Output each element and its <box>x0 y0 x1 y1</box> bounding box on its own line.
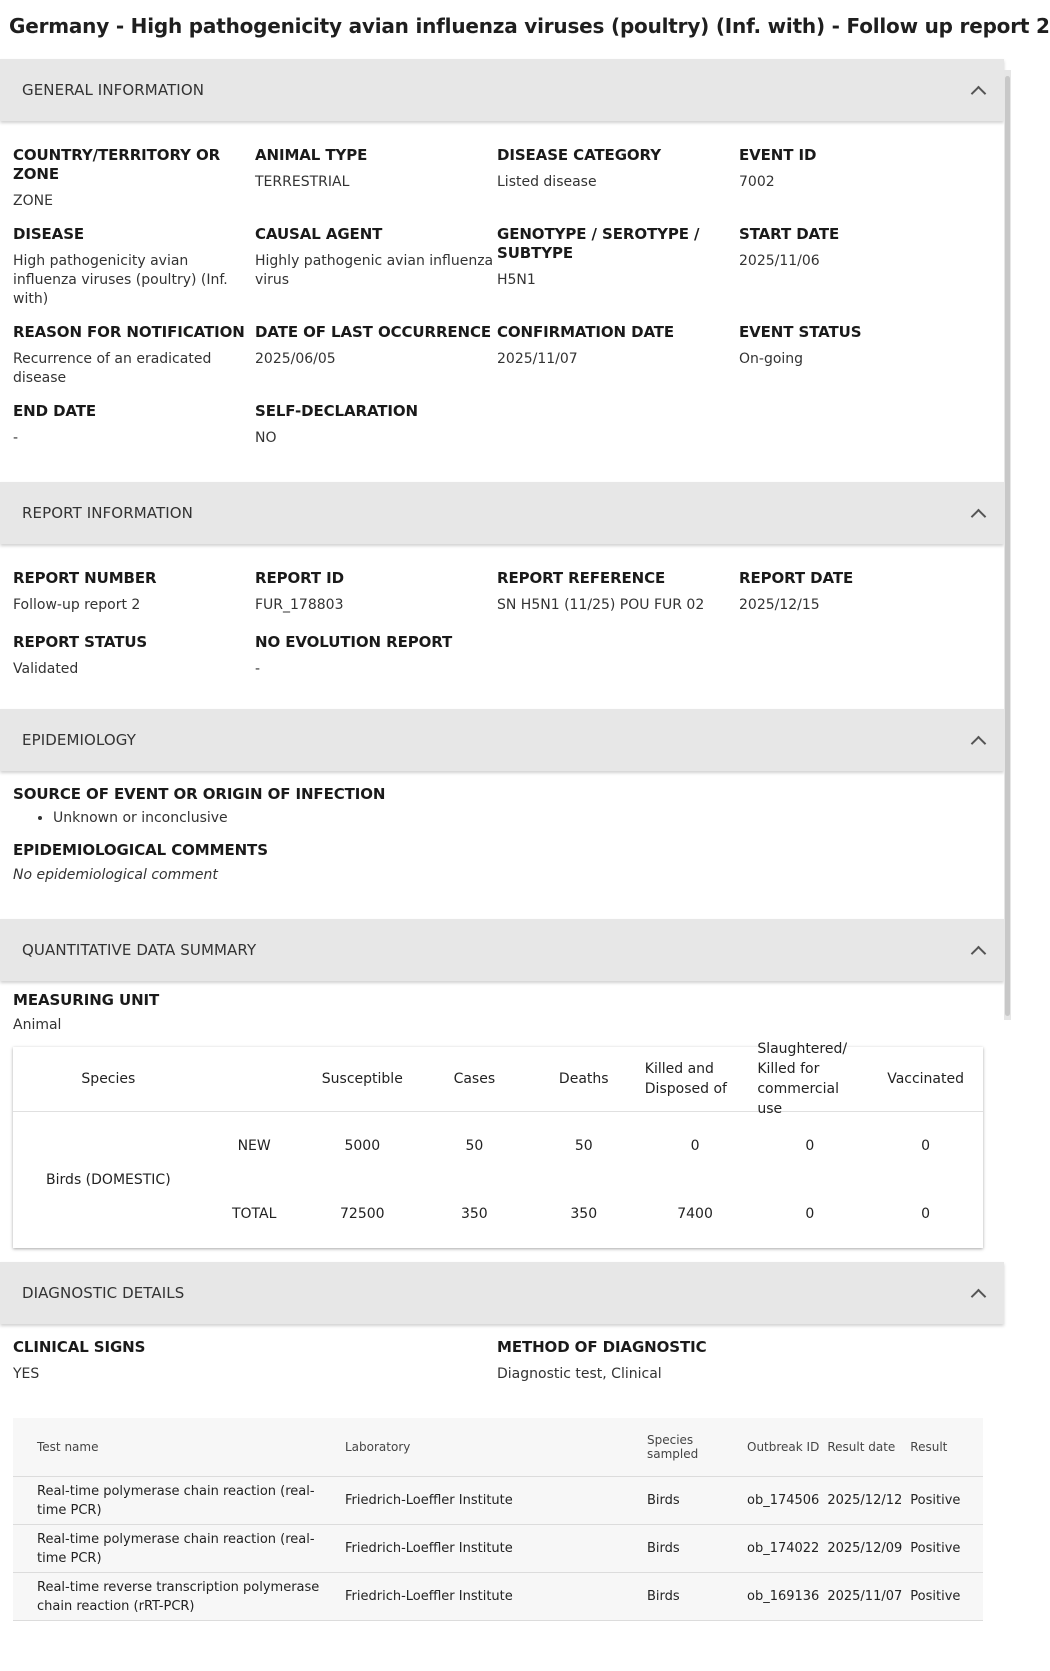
field-reason-for-notification <box>13 323 255 388</box>
section-header-epidemiology[interactable] <box>0 709 1004 771</box>
outbreak-id-cell: ob_174022 <box>743 1525 823 1573</box>
field-value: - <box>255 661 261 677</box>
column-header-text: Killed and Disposed of <box>644 1061 727 1097</box>
field-start-date <box>739 225 979 309</box>
source-list <box>13 810 991 826</box>
field-value: Highly pathogenic avian influenza virus <box>255 253 494 288</box>
deaths-cell: 350 <box>570 1206 598 1222</box>
row-type-cell: TOTAL <box>231 1206 277 1222</box>
field-label: DISEASE <box>13 225 85 243</box>
field-value: Listed disease <box>497 174 597 190</box>
measuring-unit-value: Animal <box>13 1017 62 1033</box>
diagnostic-table <box>13 1418 983 1621</box>
field-report-id <box>255 569 497 619</box>
species-sampled-cell: Birds <box>643 1573 743 1621</box>
comments-value: No epidemiological comment <box>13 867 218 883</box>
field-no-evolution-report <box>255 633 497 683</box>
laboratory-cell: Friedrich-Loeffler Institute <box>341 1525 643 1573</box>
field-clinical-signs <box>13 1338 497 1384</box>
field-value: 2025/11/06 <box>739 253 820 269</box>
column-header-laboratory: Laboratory <box>341 1418 643 1477</box>
test-name-cell: Real-time polymerase chain reaction (real-time PCR) <box>13 1477 341 1525</box>
field-disease-category <box>497 146 739 211</box>
table-row <box>13 1477 983 1525</box>
field-value: FUR_178803 <box>255 597 344 613</box>
field-value: 2025/06/05 <box>255 351 336 367</box>
section-title: REPORT INFORMATION <box>22 504 193 522</box>
section-title: QUANTITATIVE DATA SUMMARY <box>22 941 257 959</box>
field-disease <box>13 225 255 309</box>
section-title: EPIDEMIOLOGY <box>22 731 137 749</box>
field-animal-type <box>255 146 497 211</box>
section-header-report-information[interactable] <box>0 482 1004 544</box>
epidemiology-content <box>0 771 1004 919</box>
field-value: H5N1 <box>497 272 536 288</box>
field-value: Validated <box>13 661 79 677</box>
field-genotype <box>497 225 739 309</box>
diagnostic-table-card <box>13 1418 983 1621</box>
field-label: CAUSAL AGENT <box>255 225 383 243</box>
killed-cell: 0 <box>690 1138 700 1154</box>
killed-cell: 7400 <box>677 1206 713 1222</box>
laboratory-cell: Friedrich-Loeffler Institute <box>341 1477 643 1525</box>
column-header-result: Result <box>906 1418 983 1477</box>
chevron-up-icon[interactable] <box>971 735 987 751</box>
test-name-cell: Real-time reverse transcription polymerase chain reaction (rRT-PCR) <box>13 1573 341 1621</box>
column-header-result-date: Result date <box>823 1418 906 1477</box>
field-label: EVENT ID <box>739 146 817 164</box>
row-type-cell: NEW <box>237 1138 271 1154</box>
result-cell: Positive <box>906 1525 983 1573</box>
table-header-row <box>13 1047 983 1112</box>
field-confirmation-date <box>497 323 739 388</box>
field-causal-agent <box>255 225 497 309</box>
field-method-of-diagnostic <box>497 1338 983 1384</box>
chevron-up-icon[interactable] <box>971 508 987 524</box>
field-label: SELF-DECLARATION <box>255 402 419 420</box>
column-header-test-name: Test name <box>13 1418 341 1477</box>
field-event-id <box>739 146 979 211</box>
table-row <box>13 1112 983 1181</box>
field-self-declaration <box>255 402 497 452</box>
field-value: Recurrence of an eradicated disease <box>13 351 212 386</box>
field-label: NO EVOLUTION REPORT <box>255 633 453 651</box>
field-label: DATE OF LAST OCCURRENCE <box>255 323 492 341</box>
vertical-scrollbar[interactable] <box>1004 70 1011 1020</box>
slaughtered-cell: 0 <box>805 1206 815 1222</box>
quantitative-content <box>0 981 1004 1262</box>
page-title: Germany - High pathogenicity avian influenza viruses (poultry) (Inf. with) - Follow up report 2 <box>9 14 1050 38</box>
field-label: GENOTYPE / SEROTYPE / SUBTYPE <box>497 225 700 262</box>
field-value: On-going <box>739 351 804 367</box>
section-title: DIAGNOSTIC DETAILS <box>22 1284 185 1302</box>
column-header-slaughtered <box>751 1041 868 1117</box>
field-label: REPORT ID <box>255 569 345 587</box>
field-label: ANIMAL TYPE <box>255 146 368 164</box>
susceptible-cell: 72500 <box>340 1206 385 1222</box>
field-label: REPORT STATUS <box>13 633 148 651</box>
field-report-number <box>13 569 255 619</box>
field-date-of-last-occurrence <box>255 323 497 388</box>
species-sampled-cell: Birds <box>643 1477 743 1525</box>
table-header-row <box>13 1418 983 1477</box>
field-value: TERRESTRIAL <box>255 174 350 190</box>
field-label: CONFIRMATION DATE <box>497 323 675 341</box>
field-label: METHOD OF DIAGNOSTIC <box>497 1338 707 1356</box>
list-item: • Unknown or inconclusive <box>53 810 991 826</box>
diagnostic-fields <box>13 1338 991 1384</box>
column-header-species: Species <box>13 1047 204 1112</box>
outbreak-id-cell: ob_169136 <box>743 1573 823 1621</box>
column-header-susceptible: Susceptible <box>305 1047 420 1112</box>
section-header-general-information[interactable] <box>0 59 1004 121</box>
field-value: 2025/11/07 <box>497 351 578 367</box>
field-value: 7002 <box>739 174 775 190</box>
report-information-grid <box>0 544 1004 709</box>
field-value: - <box>13 430 19 446</box>
quantitative-table-card <box>13 1041 983 1248</box>
field-end-date <box>13 402 255 452</box>
field-label: REASON FOR NOTIFICATION <box>13 323 245 341</box>
field-label: COUNTRY/TERRITORY OR ZONE <box>13 146 221 183</box>
column-header-killed <box>639 1047 752 1112</box>
result-cell: Positive <box>906 1477 983 1525</box>
field-label: REPORT NUMBER <box>13 569 157 587</box>
measuring-unit-label: MEASURING UNIT <box>13 991 160 1009</box>
column-header-deaths: Deaths <box>529 1047 639 1112</box>
field-value: YES <box>13 1366 40 1382</box>
quantitative-table <box>13 1041 983 1248</box>
field-label: EVENT STATUS <box>739 323 862 341</box>
column-header-vaccinated: Vaccinated <box>868 1047 983 1112</box>
table-row <box>13 1573 983 1621</box>
column-header-type <box>204 1047 305 1112</box>
slaughtered-cell: 0 <box>805 1138 815 1154</box>
table-row <box>13 1525 983 1573</box>
scrollbar-thumb[interactable] <box>1005 76 1010 1016</box>
field-label: REPORT DATE <box>739 569 854 587</box>
column-header-cases: Cases <box>420 1047 529 1112</box>
outbreak-id-cell: ob_174506 <box>743 1477 823 1525</box>
general-information-grid <box>0 121 1004 472</box>
column-header-text: Slaughtered/ Killed for commercial use <box>757 1041 848 1117</box>
field-label: DISEASE CATEGORY <box>497 146 661 164</box>
chevron-up-icon[interactable] <box>971 945 987 961</box>
field-event-status <box>739 323 979 388</box>
field-country <box>13 146 255 211</box>
vaccinated-cell: 0 <box>921 1206 931 1222</box>
result-date-cell: 2025/12/09 <box>823 1525 906 1573</box>
field-report-reference <box>497 569 739 619</box>
field-value: Follow-up report 2 <box>13 597 141 613</box>
column-header-species-sampled: Species sampled <box>643 1418 743 1477</box>
cases-cell: 50 <box>465 1138 484 1154</box>
species-sampled-cell: Birds <box>643 1525 743 1573</box>
field-value: ZONE <box>13 193 53 209</box>
cases-cell: 350 <box>460 1206 488 1222</box>
chevron-up-icon[interactable] <box>971 85 987 101</box>
field-label: CLINICAL SIGNS <box>13 1338 146 1356</box>
result-date-cell: 2025/11/07 <box>823 1573 906 1621</box>
result-cell: Positive <box>906 1573 983 1621</box>
result-date-cell: 2025/12/12 <box>823 1477 906 1525</box>
section-title: GENERAL INFORMATION <box>22 81 205 99</box>
field-value: High pathogenicity avian influenza viruses (poultry) (Inf. with) <box>13 253 228 307</box>
field-label: END DATE <box>13 402 97 420</box>
deaths-cell: 50 <box>574 1138 593 1154</box>
diagnostic-content <box>0 1324 1004 1621</box>
field-report-status <box>13 633 255 683</box>
field-label: START DATE <box>739 225 840 243</box>
field-value: 2025/12/15 <box>739 597 820 613</box>
source-label: SOURCE OF EVENT OR ORIGIN OF INFECTION <box>13 785 386 803</box>
vaccinated-cell: 0 <box>921 1138 931 1154</box>
comments-label: EPIDEMIOLOGICAL COMMENTS <box>13 841 268 859</box>
field-report-date <box>739 569 979 619</box>
section-header-quantitative-data-summary[interactable] <box>0 919 1004 981</box>
species-cell: Birds (DOMESTIC) <box>46 1172 171 1188</box>
susceptible-cell: 5000 <box>344 1138 381 1154</box>
field-value: NO <box>255 430 277 446</box>
field-value: Diagnostic test, Clinical <box>497 1366 662 1382</box>
section-header-diagnostic-details[interactable] <box>0 1262 1004 1324</box>
test-name-cell: Real-time polymerase chain reaction (real-time PCR) <box>13 1525 341 1573</box>
laboratory-cell: Friedrich-Loeffler Institute <box>341 1573 643 1621</box>
field-value: SN H5N1 (11/25) POU FUR 02 <box>497 597 705 613</box>
column-header-outbreak-id: Outbreak ID <box>743 1418 823 1477</box>
field-label: REPORT REFERENCE <box>497 569 666 587</box>
chevron-up-icon[interactable] <box>971 1288 987 1304</box>
